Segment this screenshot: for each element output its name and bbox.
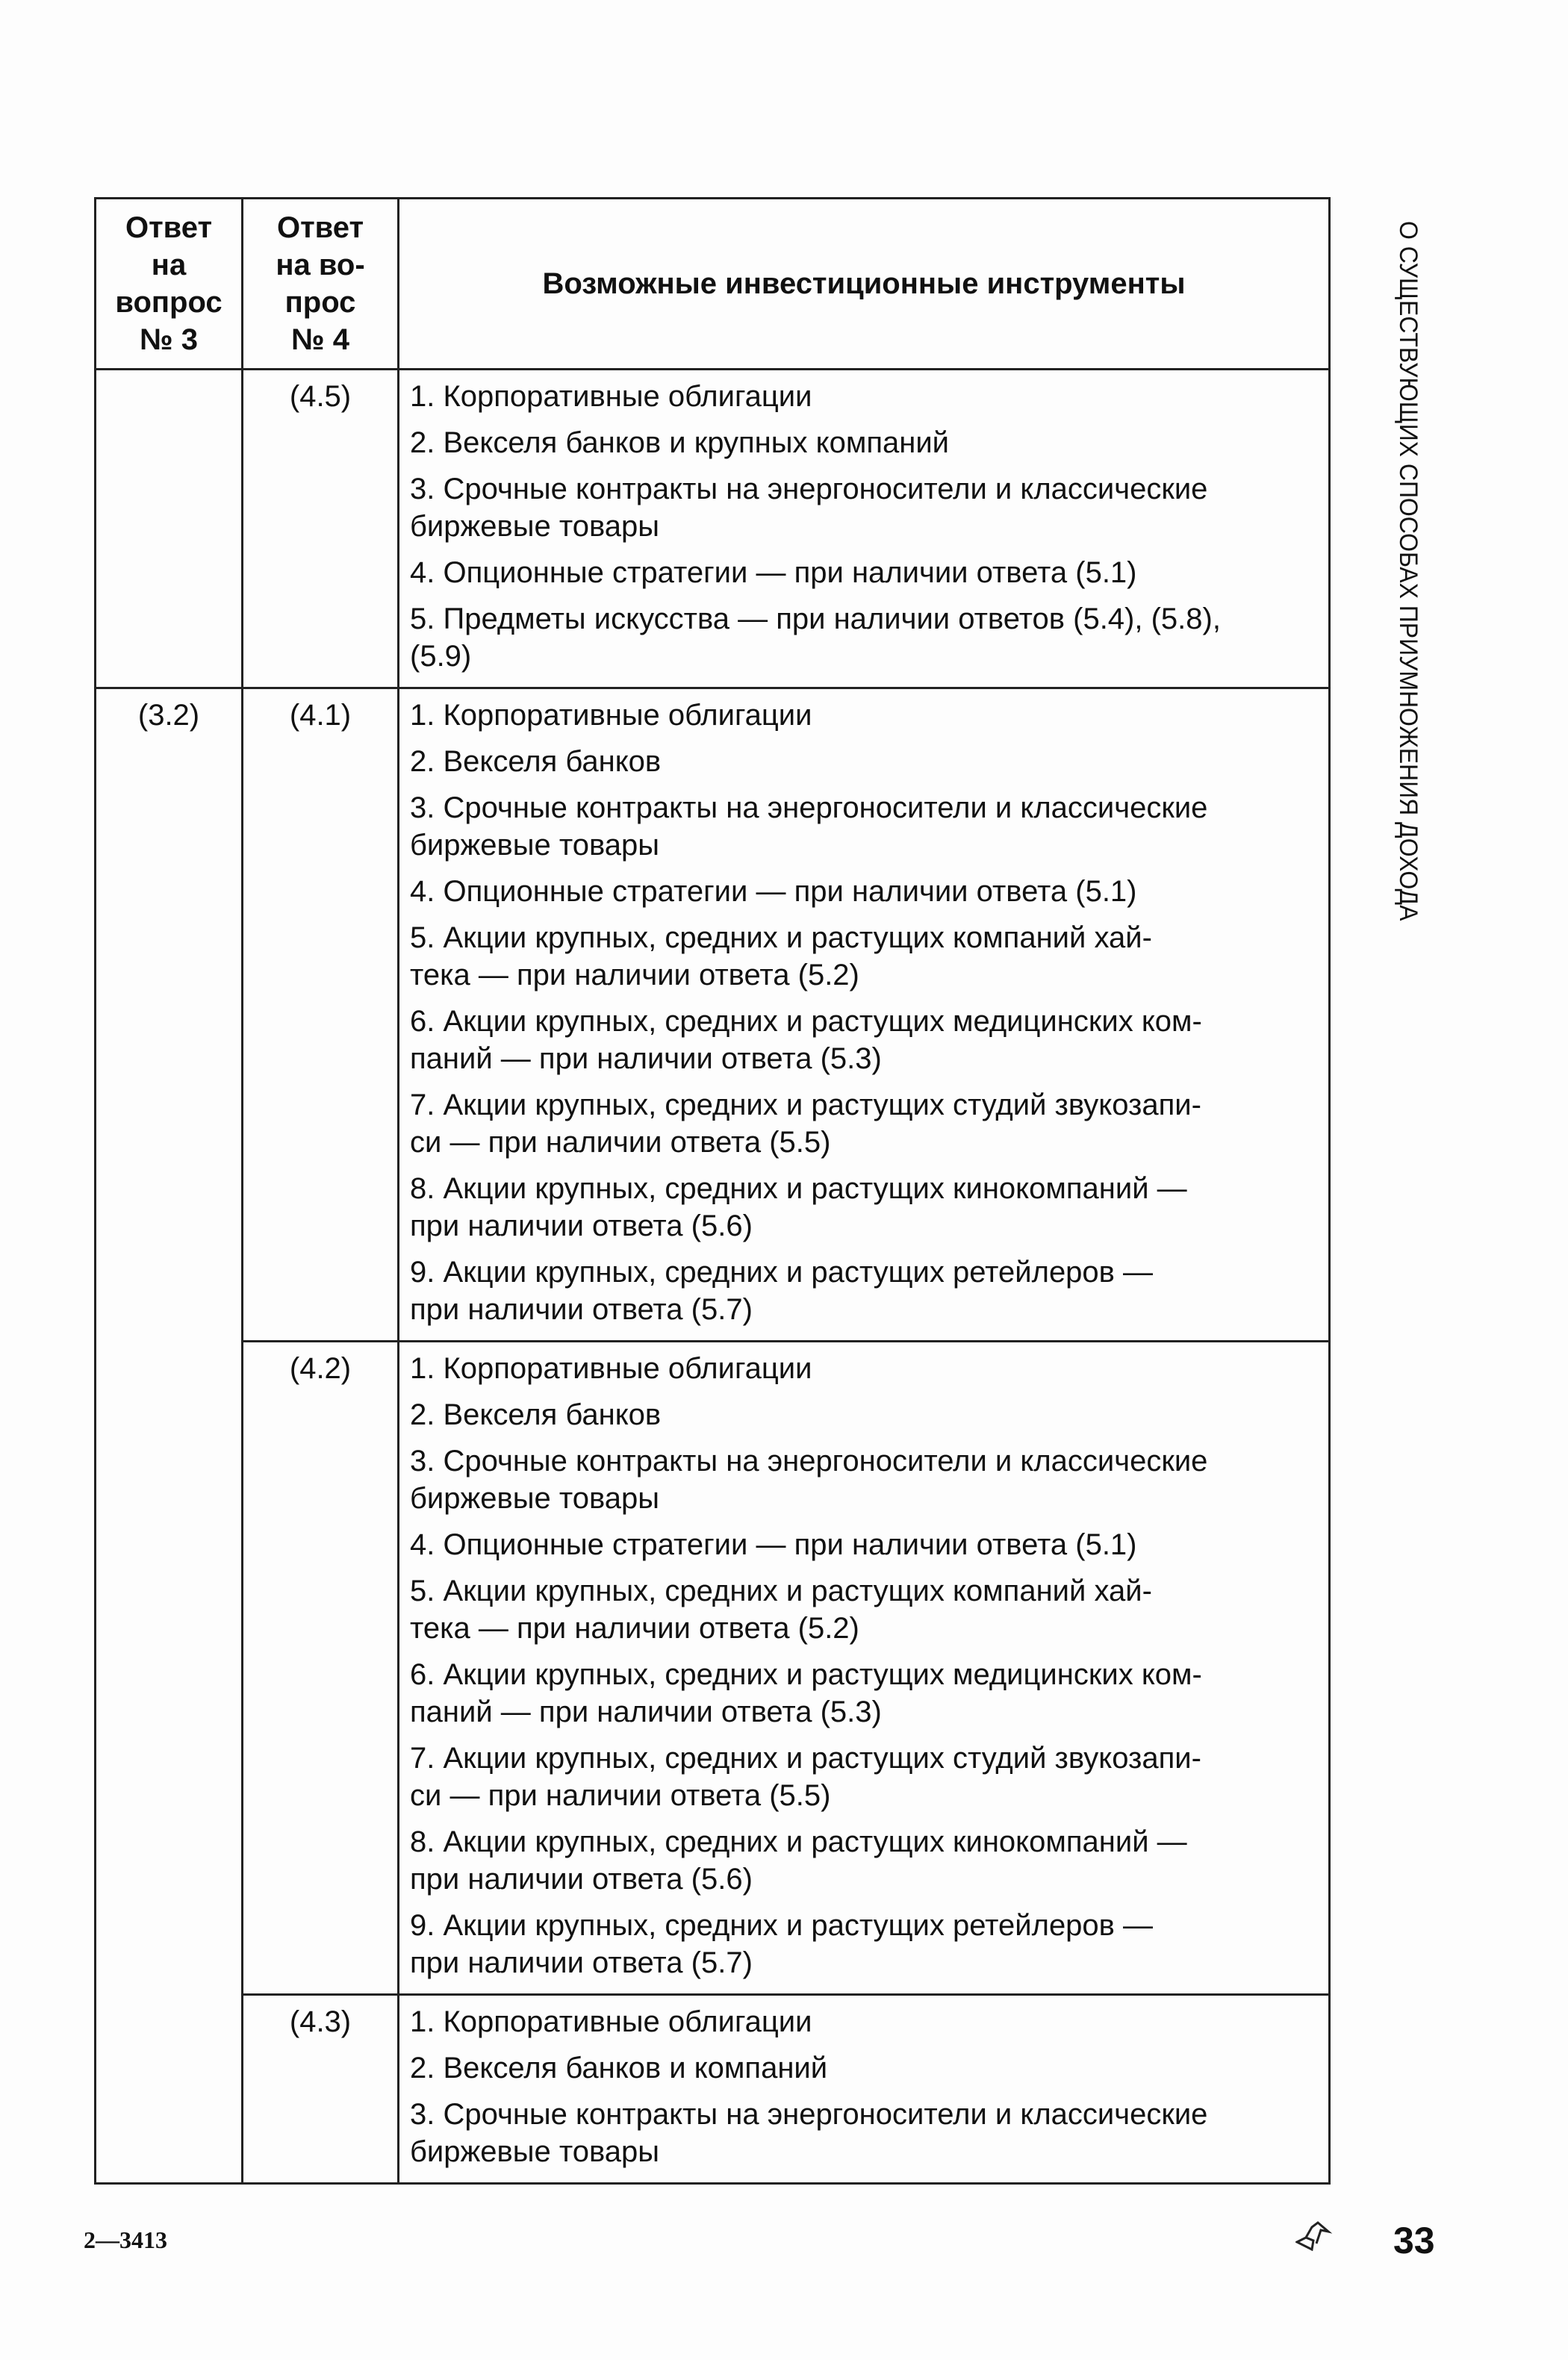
answer-q3-cell: (3.2) bbox=[96, 688, 243, 2184]
instrument-item: 3. Срочные контракты на энергоносители и классические биржевые товары bbox=[410, 1445, 1208, 1515]
investment-instruments-table bbox=[94, 197, 1331, 2185]
instrument-item: 5. Предметы искусства — при наличии ответов (5.4), (5.8), (5.9) bbox=[410, 603, 1221, 673]
instrument-item: 8. Акции крупных, средних и растущих кинокомпаний — при наличии ответа (5.6) bbox=[410, 1825, 1187, 1896]
instrument-item: 5. Акции крупных, средних и растущих компаний хай- тека — при наличии ответа (5.2) bbox=[410, 921, 1152, 991]
printer-mark-icon bbox=[1295, 2221, 1333, 2251]
instrument-item: 1. Корпоративные облигации bbox=[410, 699, 812, 732]
instrument-item: 6. Акции крупных, средних и растущих медицинских ком- паний — при наличии ответа (5.3) bbox=[410, 1658, 1202, 1728]
print-signature: 2—3413 bbox=[84, 2226, 167, 2253]
table-row bbox=[96, 1342, 1330, 1995]
instrument-item: 2. Векселя банков bbox=[410, 745, 662, 778]
table-row bbox=[96, 370, 1330, 688]
instrument-item: 1. Корпоративные облигации bbox=[410, 2005, 812, 2038]
header-answer-q4: Ответ на во- прос № 4 bbox=[243, 199, 399, 370]
instrument-item: 7. Акции крупных, средних и растущих студий звукозапи- си — при наличии ответа (5.5) bbox=[410, 1089, 1201, 1159]
instrument-item: 5. Акции крупных, средних и растущих компаний хай- тека — при наличии ответа (5.2) bbox=[410, 1575, 1152, 1645]
instrument-item: 9. Акции крупных, средних и растущих ретейлеров — при наличии ответа (5.7) bbox=[410, 1256, 1154, 1326]
instrument-item: 4. Опционные стратегии — при наличии ответа (5.1) bbox=[410, 556, 1137, 589]
header-answer-q3: Ответ на вопрос № 3 bbox=[96, 199, 243, 370]
instrument-item: 4. Опционные стратегии — при наличии ответа (5.1) bbox=[410, 875, 1137, 908]
table-header-row bbox=[96, 199, 1330, 370]
instrument-item: 1. Корпоративные облигации bbox=[410, 1352, 812, 1385]
instruments-cell bbox=[399, 1995, 1330, 2184]
instrument-item: 4. Опционные стратегии — при наличии ответа (5.1) bbox=[410, 1528, 1137, 1561]
table-row bbox=[96, 1995, 1330, 2184]
instrument-item: 1. Корпоративные облигации bbox=[410, 380, 812, 413]
page-number: 33 bbox=[1393, 2220, 1435, 2261]
instrument-item: 2. Векселя банков и крупных компаний bbox=[410, 426, 950, 459]
running-head-vertical: О СУЩЕСТВУЮЩИХ СПОСОБАХ ПРИУМНОЖЕНИЯ ДОХОДА bbox=[1394, 221, 1422, 921]
instrument-item: 3. Срочные контракты на энергоносители и классические биржевые товары bbox=[410, 2098, 1208, 2168]
instrument-item: 2. Векселя банков и компаний bbox=[410, 2052, 828, 2085]
answer-q3-cell bbox=[96, 370, 243, 688]
instrument-item: 3. Срочные контракты на энергоносители и классические биржевые товары bbox=[410, 791, 1208, 862]
answer-q4-cell: (4.2) bbox=[243, 1342, 399, 1995]
table-row bbox=[96, 688, 1330, 1342]
instrument-item: 8. Акции крупных, средних и растущих кинокомпаний — при наличии ответа (5.6) bbox=[410, 1172, 1187, 1242]
instrument-item: 9. Акции крупных, средних и растущих ретейлеров — при наличии ответа (5.7) bbox=[410, 1909, 1154, 1979]
instrument-item: 6. Акции крупных, средних и растущих медицинских ком- паний — при наличии ответа (5.3) bbox=[410, 1005, 1202, 1075]
instruments-cell bbox=[399, 370, 1330, 688]
instrument-item: 2. Векселя банков bbox=[410, 1398, 662, 1431]
answer-q4-cell: (4.5) bbox=[243, 370, 399, 688]
instruments-cell bbox=[399, 688, 1330, 1342]
header-instruments: Возможные инвестиционные инструменты bbox=[399, 199, 1330, 370]
instruments-cell bbox=[399, 1342, 1330, 1995]
instrument-item: 7. Акции крупных, средних и растущих студий звукозапи- си — при наличии ответа (5.5) bbox=[410, 1742, 1201, 1812]
answer-q4-cell: (4.3) bbox=[243, 1995, 399, 2184]
instrument-item: 3. Срочные контракты на энергоносители и классические биржевые товары bbox=[410, 473, 1208, 543]
answer-q4-cell: (4.1) bbox=[243, 688, 399, 1342]
